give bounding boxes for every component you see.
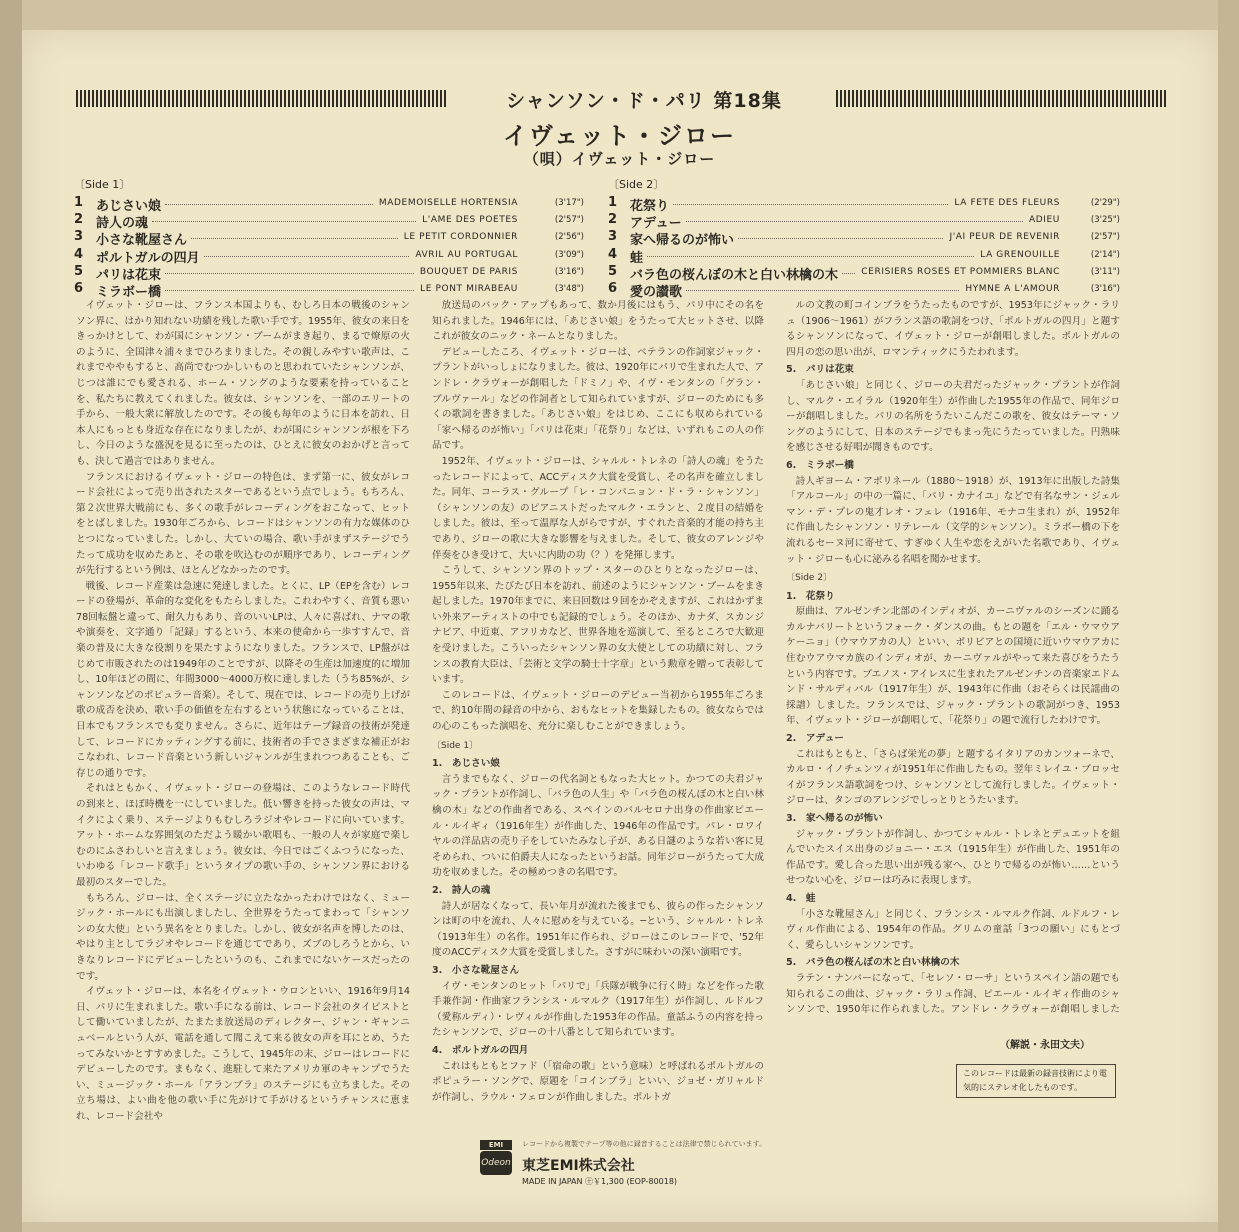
section-heading: 2. アデュー (786, 733, 845, 745)
track-number: 6 (608, 280, 618, 296)
album-title: イヴェット・ジロー (502, 122, 737, 150)
track-duration: (3'48") (554, 283, 584, 294)
section-heading: 5. パリは花束 (786, 364, 854, 376)
track-row (74, 281, 584, 298)
header-stripe-left (76, 90, 448, 107)
track-row (608, 195, 1120, 212)
paragraph: 原曲は、アルゼンチン北部のインディオが、カーニヴァルのシーズンに踊るカルナバリートというフォーク・ダンスの曲。もとの題を「エル・ウマウアケーニョ」（ウマウアカの人）といい、ボリビアとの国境に近いウマウアカに住むウアウマカ族のインディオが、カーニヴァルがやって来た喜びをうたうという内容です。ブエノス・アイレスに生まれたアルゼンチンの音楽家エドムンド・サルディバル（1917年生）が、1943年に作曲（おそらくは民謡曲の採譜）しました。フランスでは、ジャック・プラントの歌詞がつき、1953年、イヴェット・ジローが創唱して、「花祭り」の題で流行したわけです。 (786, 606, 1120, 727)
track-number: 2 (74, 212, 84, 228)
paragraph: ルの文教の町コインブラをうたったものですが、1953年にジャック・ラリュ（1906〜1961）がフランス語の歌詞をつけ、「ポルトガルの四月」と題するシャンソンになって、イヴェット・ジローが創唱しました。ポルトガルの四月の恋の思い出が、ロマンティックにうたわれます。 (786, 300, 1120, 358)
leader-dots (686, 290, 959, 291)
track-title-ja: 家へ帰るのが怖い (630, 233, 735, 249)
track-number: 1 (608, 195, 618, 210)
paragraph: このレコードは、イヴェット・ジローのデビュー当初から1955年ごろまで、約10年間の録音の中から、おもなヒットを集録したもの。彼女ならではの心のこもった演唱を、充分に楽しむことができましょう。 (432, 689, 764, 733)
track-number: 5 (74, 263, 84, 279)
paragraph: 「小さな靴屋さん」と同じく、フランシス・ルマルク作詞、ルドルフ・レヴィル作曲による、1954年の作品。グリムの童話「3つの願い」にもとづく、愛らしいシャンソンです。 (786, 908, 1120, 951)
track-title-fr: J'AI PEUR DE REVENIR (949, 232, 1060, 243)
leader-dots (165, 273, 414, 274)
liner-notes-column-2 (432, 298, 767, 1158)
paragraph: 言うまでもなく、ジローの代名詞ともなった大ヒット。かつての夫君ジャック・プラントが作詞し、「バラ色の人生」や「バラ色の桜んぼの木と白い林檎の木」などの作曲者である、スペインのバルセロナ出身の作曲家ピエール・ルイギィ（1916年生）が作曲した、1946年の作品です。パレ・ロワイヤルの洋品店の売り子をしていたみなし子が、ある日謎のような若い客に見そめられ、ついに伯爵夫人になったというお話。同年ジローがうたって大成功を収めました。その極めつきの名唱です。 (432, 773, 764, 879)
track-number: 5 (608, 263, 618, 279)
series-title: シャンソン・ド・パリ 第18集 (506, 90, 782, 112)
leader-dots (686, 221, 1023, 222)
liner-notes-column-3 (786, 298, 1120, 1018)
track-row (74, 229, 584, 249)
emi-logo-text: EMI (480, 1140, 512, 1150)
paragraph: イヴ・モンタンのヒット「パリで」「兵隊が戦争に行く時」などを作った歌手兼作詞・作曲家フランシス・ルマルク（1917年生）が作詞し、ルドルフ（愛称ルディ）・レヴィルが作曲した1953年の作品。童話ふうの内容を持ったシャンソンで、ジローの十八番として知られています。 (432, 980, 764, 1039)
track-title-fr: AVRIL AU PORTUGAL (415, 249, 518, 260)
track-duration: (3'25") (1090, 215, 1120, 226)
leader-dots (647, 256, 974, 257)
track-title-fr: MADEMOISELLE HORTENSIA (378, 198, 518, 208)
track-row (74, 247, 584, 264)
paragraph: デビューしたころ、イヴェット・ジローは、ベテランの作詞家ジャック・プラントがいっしょになりました。彼は、1920年にパリで生まれた人で、アンドレ・クラヴォーが創唱した「ドミノ」や、イヴ・モンタンの「グラン・ブルヴァール」などの作詞者として知られていますが、ジローのためにも多くの歌詞を書きました。「あじさい娘」をはじめ、ここにも収められている「家へ帰るのが怖い」「パリは花束」「花祭り」などは、いずれもこの人の作品です。 (432, 346, 764, 452)
track-number: 3 (608, 229, 618, 245)
leader-dots (842, 273, 855, 274)
track-title-fr: ADIEU (1028, 215, 1060, 226)
track-title-fr: LE PETIT CORDONNIER (403, 232, 518, 243)
paragraph: これはもともとファド（「宿命の歌」という意味）と呼ばれるポルトガルのポピュラー・ソングで、原題を「コインブラ」といい、ジョゼ・ガリャルドが作詞し、ラウル・フェロンが作曲しました。ポルトガ (432, 1060, 764, 1103)
track-row (608, 264, 1120, 281)
leader-dots (204, 256, 410, 257)
track-title-ja: バラ色の桜んぼの木と白い林檎の木 (630, 267, 839, 283)
track-duration: (3'17") (554, 198, 584, 208)
track-row (608, 247, 1120, 264)
track-duration: (2'56") (554, 232, 584, 243)
track-title-fr: HYMNE A L'AMOUR (965, 283, 1060, 294)
stereo-note-box: このレコードは最新の録音技術により電気的にステレオ化したものです。 (956, 1064, 1116, 1098)
header-band (76, 88, 1166, 110)
section-heading: 〔Side 2〕 (786, 573, 833, 584)
section-heading: 6. ミラボー橋 (786, 459, 854, 471)
section-heading: 3. 家へ帰るのが怖い (786, 813, 883, 824)
track-title-ja: パリは花束 (96, 267, 162, 283)
section-heading: 2. 詩人の魂 (432, 884, 491, 896)
track-title-ja: 花祭り (630, 199, 670, 214)
tracklist-side1 (74, 176, 584, 298)
track-duration: (3'16") (554, 266, 584, 277)
track-title-fr: LE PONT MIRABEAU (420, 283, 518, 294)
track-row (608, 281, 1120, 298)
section-heading: 4. 蛙 (786, 892, 816, 904)
company-name: 東芝EMI株式会社 (522, 1158, 635, 1174)
track-title-ja: 蛙 (630, 250, 644, 266)
section-heading: 〔Side 1〕 (432, 740, 479, 751)
track-title-ja: ミラボー橋 (96, 284, 162, 300)
track-title-ja: 詩人の魂 (96, 216, 149, 232)
track-row (608, 229, 1120, 249)
track-duration: (3'16") (1090, 283, 1120, 294)
left-edge (0, 0, 22, 1232)
track-number: 6 (74, 280, 84, 296)
track-duration: (2'57") (554, 215, 584, 226)
side1-label: 〔Side 1〕 (74, 178, 131, 191)
copyright-notice: レコードから複製でテープ等の他に録音することは法律で禁じられています。 (522, 1140, 767, 1148)
paragraph: 戦後、レコード産業は急速に発達しました。とくに、LP（EPを含む）レコードの登場が、革命的な変化をもたらしました。これわやすく、音質も悪い78回転盤と違って、耐久力もあり、音のいいLPは、人々に喜ばれ、ナマの歌や演奏を、文字通り「記録」するという、本来の使命から一歩すすんで、音楽の普及に大きな役割りを果たすようになりました。フランスで、LP盤がはじめて市販されたのは1949年のことですが、以降その生産は加速度的に増加し、10年ほどの間に、年間3000〜4000万枚に達しました（うち85%が、シャンソンなどのポピュラー音楽）。そして、現在では、レコードの売り上げが歌の成否を決め、歌い手の価値を左右するという状態になっていることは、日本でもフランスでも変りません。さらに、近年はテープ録音の技術が発達して、レコードにカッティングする前に、技術者の手でさまざまな補正がおこなわれ、レコード音楽という新しいジャンルが生まれつつあることも、ご存じの通りです。 (76, 580, 410, 779)
paragraph: 詩人が居なくなって、長い年月が流れた後までも、彼らの作ったシャンソンは町の中を流れ、人々に慰めを与えている。─という、シャルル・トレネ（1913年生）の名作。1951年に作られ、ジローはこのレコードで、'52年度のACCディスク大賞を受賞しました。さすがに味わいの深い演唱です。 (432, 900, 764, 959)
track-duration: (3'11") (1090, 266, 1120, 277)
tracklist-side2 (608, 176, 1120, 298)
paragraph: ジャック・プラントが作詞し、かつてシャルル・トレネとデュエットを組んでいたスイス出身のジョニー・エス（1915年生）が作曲した、1951年の作品です。愛し合った思い出が残る家へ、ひとりで帰るのが怖い……というせつない心を、ジローは巧みに表現します。 (786, 828, 1120, 887)
track-title-fr: CERISIERS ROSES ET POMMIERS BLANC (861, 266, 1060, 277)
paragraph: イヴェット・ジローは、本名をイヴェット・ウロンといい、1916年9月14日、パリに生まれました。歌い手になる前は、レコード会社のタイピストとして働いていましたが、たまたま放送局のディレクター、ジャン・ギャンニュベールという人が、電話を通して聞こえて来る彼女の声を耳にとめ、うたってみないかとすすめました。こうして、1945年の末、ジローはレコードにデビューしたのです。まもなく、進駐して来たアメリカ軍のキャンプでうたい、ミュージック・ホール「アランブラ」のステージにも立ちました。その立ち場は、よい曲を他の歌い手に先がけて手がけるというチャンスに恵まれ、レコード会社や (76, 986, 410, 1122)
paragraph: これはもともと、「さらば栄光の夢」と題するイタリアのカンツォーネで、カルロ・イノチェンツィが1951年に作曲したもの。翌年ミレイユ・ブロッセイがフランス語歌詞をつけ、シャンソンとして流行しました。イヴェット・ジローは、タンゴのアレンジでしっとりとうたいます。 (786, 748, 1120, 807)
notes-credit: （解説・永田文夫） (1000, 1040, 1090, 1051)
paragraph: ラテン・ナンバーになって、「セレソ・ローサ」というスペイン語の題でも知られるこの曲は、ジャック・ラリュ作詞、ピエール・ルイギィ作曲のシャンソンで、1950年に作られました。アンドレ・クラヴォーが創唱しました (786, 972, 1120, 1016)
leader-dots (152, 221, 416, 222)
track-title-ja: アデュー (630, 216, 682, 232)
section-heading: 5. バラ色の桜んぼの木と白い林檎の木 (786, 957, 960, 969)
track-duration: (2'14") (1090, 249, 1120, 260)
track-title-ja: 愛の讃歌 (630, 284, 683, 300)
leader-dots (165, 204, 373, 205)
paragraph: 放送局のバック・アップもあって、数か月後にはもう、パリ中にその名を知られました。1946年には、「あじさい娘」をうたって大ヒットさせ、以降これが彼女のニック・ネームとなりました。 (432, 300, 764, 343)
track-number: 1 (74, 195, 84, 210)
track-duration: (2'29") (1090, 198, 1120, 208)
section-heading: 1. あじさい娘 (432, 758, 500, 770)
paragraph: こうして、シャンソン界のトップ・スターのひとりとなったジローは、1955年以来、たびたび日本を訪れ、前述のようにシャンソン・ブームをまき起しました。1970年までに、来日回数は９回をかぞえますが、これはかずまい外来アーティストの中でも記録的でしょう。そのほか、カナダ、スカンジナビア、中近東、アフリカなど、世界各地を巡演して、至るところで大歓迎を受けました。こういったシャンソン界の女大使としての功績に対し、フランスの教育大臣は、「芸術と文学の騎士十字章」という勲章を贈って表彰しています。 (432, 565, 764, 686)
album-subtitle: （唄）イヴェット・ジロー (523, 150, 716, 168)
paragraph: それはともかく、イヴェット・ジローの登場は、このようなレコード時代の到来と、ほぼ時機を一にしていました。低い響きを持った彼女の声は、マイクによく乗り、ステージよりもむしろラジオやレコードに向いています。アット・ホームな雰囲気のただよう暖かい歌唱も、一般の人々が家庭で楽しむのにふさわしいと言えましょう。彼女は、今日ではごくふつうになった、いわゆる「レコード歌手」というタイプの歌い手の、シャンソン界における最初のスターでした。 (76, 783, 410, 888)
right-edge (1218, 0, 1239, 1232)
track-number: 2 (608, 212, 618, 228)
track-title-ja: ポルトガルの四月 (96, 250, 200, 266)
paragraph: 1952年、イヴェット・ジローは、シャルル・トレネの「詩人の魂」をうたったレコードによって、ACCディスク大賞を受賞し、その名声を確立しました。同年、コーラス・グループ「レ・コンパニョン・ド・ラ・シャンソン」（シャンソンの友）のピアニストだったマルク・エランと、２度目の結婚をしました。彼は、至って温厚な人がらですが、すぐれた音楽的才能の持ち主であり、ジローの歌に大きな影響を与えました。そして、彼女のアレンジや伴奏をひき受けて、大いに内助の功（？）を発揮します。 (432, 455, 764, 561)
section-heading: 3. 小さな靴屋さん (432, 964, 520, 976)
liner-notes-column-1 (76, 298, 410, 1158)
track-title-fr: LA GRENOUILLE (980, 249, 1060, 260)
track-title-ja: あじさい娘 (96, 199, 162, 214)
paragraph: 詩人ギヨーム・アポリネール（1880〜1918）が、1913年に出版した詩集「アルコール」の中の一篇に、「パリ・カナイユ」などで有名なサン・ジェルマン・デ・プレの鬼才レオ・フェレ（1916年、モナコ生まれ）が、1952年に作曲したシャンソン・リテレール（文学的シャンソン）。ミラボー橋の下を流れるセーヌ河に寄せて、すぎゆく人生や恋をえがいた名歌であり、イヴェット・ジローも心に泌みる名唱を聞かせます。 (786, 475, 1120, 565)
track-number: 4 (74, 246, 84, 262)
leader-dots (191, 238, 398, 239)
odeon-logo-text: Odeon (480, 1151, 512, 1175)
track-row (608, 212, 1120, 232)
paragraph: もちろん、ジローは、全くステージに立たなかったわけではなく、ミュージック・ホールにも出演しましたし、全世界をうたってまわって「シャンソンの女大使」という異名をとりました。しかし、彼女が名声を博したのは、やはり主としてラジオやレコードを通じてであり、ズブのしろうとから、いきなりレコードにデビューしたというのも、これまでにないケースだったのです。 (76, 892, 410, 982)
section-heading: 4. ポルトガルの四月 (432, 1044, 529, 1056)
leader-dots (673, 204, 948, 205)
track-title-ja: 小さな靴屋さん (96, 233, 188, 249)
track-number: 3 (74, 229, 84, 245)
track-row (74, 195, 584, 212)
paragraph: イヴェット・ジローは、フランス本国よりも、むしろ日本の戦後のシャンソン界に、はかり知れない功績を残した歌い手です。1955年、彼女の来日をきっかけとして、わが国にシャンソン・ブームがまき起り、まるで燎原の火のように、全国津々浦々までひろまりました。その親しみやすい歌声は、これまでややもすると、高尚でむつかしいものと思われていたシャンソンが、じつは誰にでも愛される、ホーム・ソングのような要素を持っていることを、私たちに教えてくれました。彼女は、シャンソンを、一部のエリートの手から、一般大衆に解放したのです。その後も毎年のように日本を訪れ、日本人にもっとも身近な存在になりましたが、わが国にシャンソンが根を下ろし、今日のような盛況を見るに至ったのは、ひとえに彼女のおかげと言っても、決して過言ではありません。 (76, 300, 410, 467)
section-heading: 1. 花祭り (786, 590, 835, 602)
track-row (74, 264, 584, 281)
track-title-fr: BOUQUET DE PARIS (419, 266, 518, 277)
paragraph: フランスにおけるイヴェット・ジローの特色は、まず第一に、彼女がレコード会社によって売り出されたスターであるという点でしょう。もちろん、第２次世界大戦前にも、多くの歌手がレコーディングをおこなって、ヒットをとばしました。1930年ごろから、レコードはシャンソンの有力な媒体のひとつになっていました。しかし、大ていの場合、歌い手がまずステージでうたって成功を収めたあと、その歌を吹込むのが順序であり、レコーディングが先行するという例は、ほとんどなかったのです。 (76, 471, 410, 577)
track-duration: (3'09") (554, 249, 584, 260)
emi-odeon-logo (480, 1140, 512, 1176)
track-row (74, 212, 584, 232)
track-number: 4 (608, 246, 618, 262)
track-title-fr: LA FETE DES FLEURS (954, 198, 1060, 208)
leader-dots (165, 290, 414, 291)
header-stripe-right (836, 90, 1166, 107)
leader-dots (738, 238, 943, 239)
made-in-japan: MADE IN JAPAN ㊉￥1,300 (EOP-80018) (522, 1177, 678, 1186)
track-duration: (2'57") (1090, 232, 1120, 243)
side2-label: 〔Side 2〕 (608, 178, 665, 191)
track-title-fr: L'AME DES POETES (422, 215, 518, 226)
paragraph: 「あじさい娘」と同じく、ジローの夫君だったジャック・プラントが作詞し、マルク・エイラル（1920年生）が作曲した1955年の作品で、同年ジローが創唱しました。パリの名所をうたいこんだこの歌を、彼女はテーマ・ソングのようにして、日本のステージでもまっ先にうたっていました。円熟味を感じさせる好唱が聞きものです。 (786, 379, 1120, 454)
